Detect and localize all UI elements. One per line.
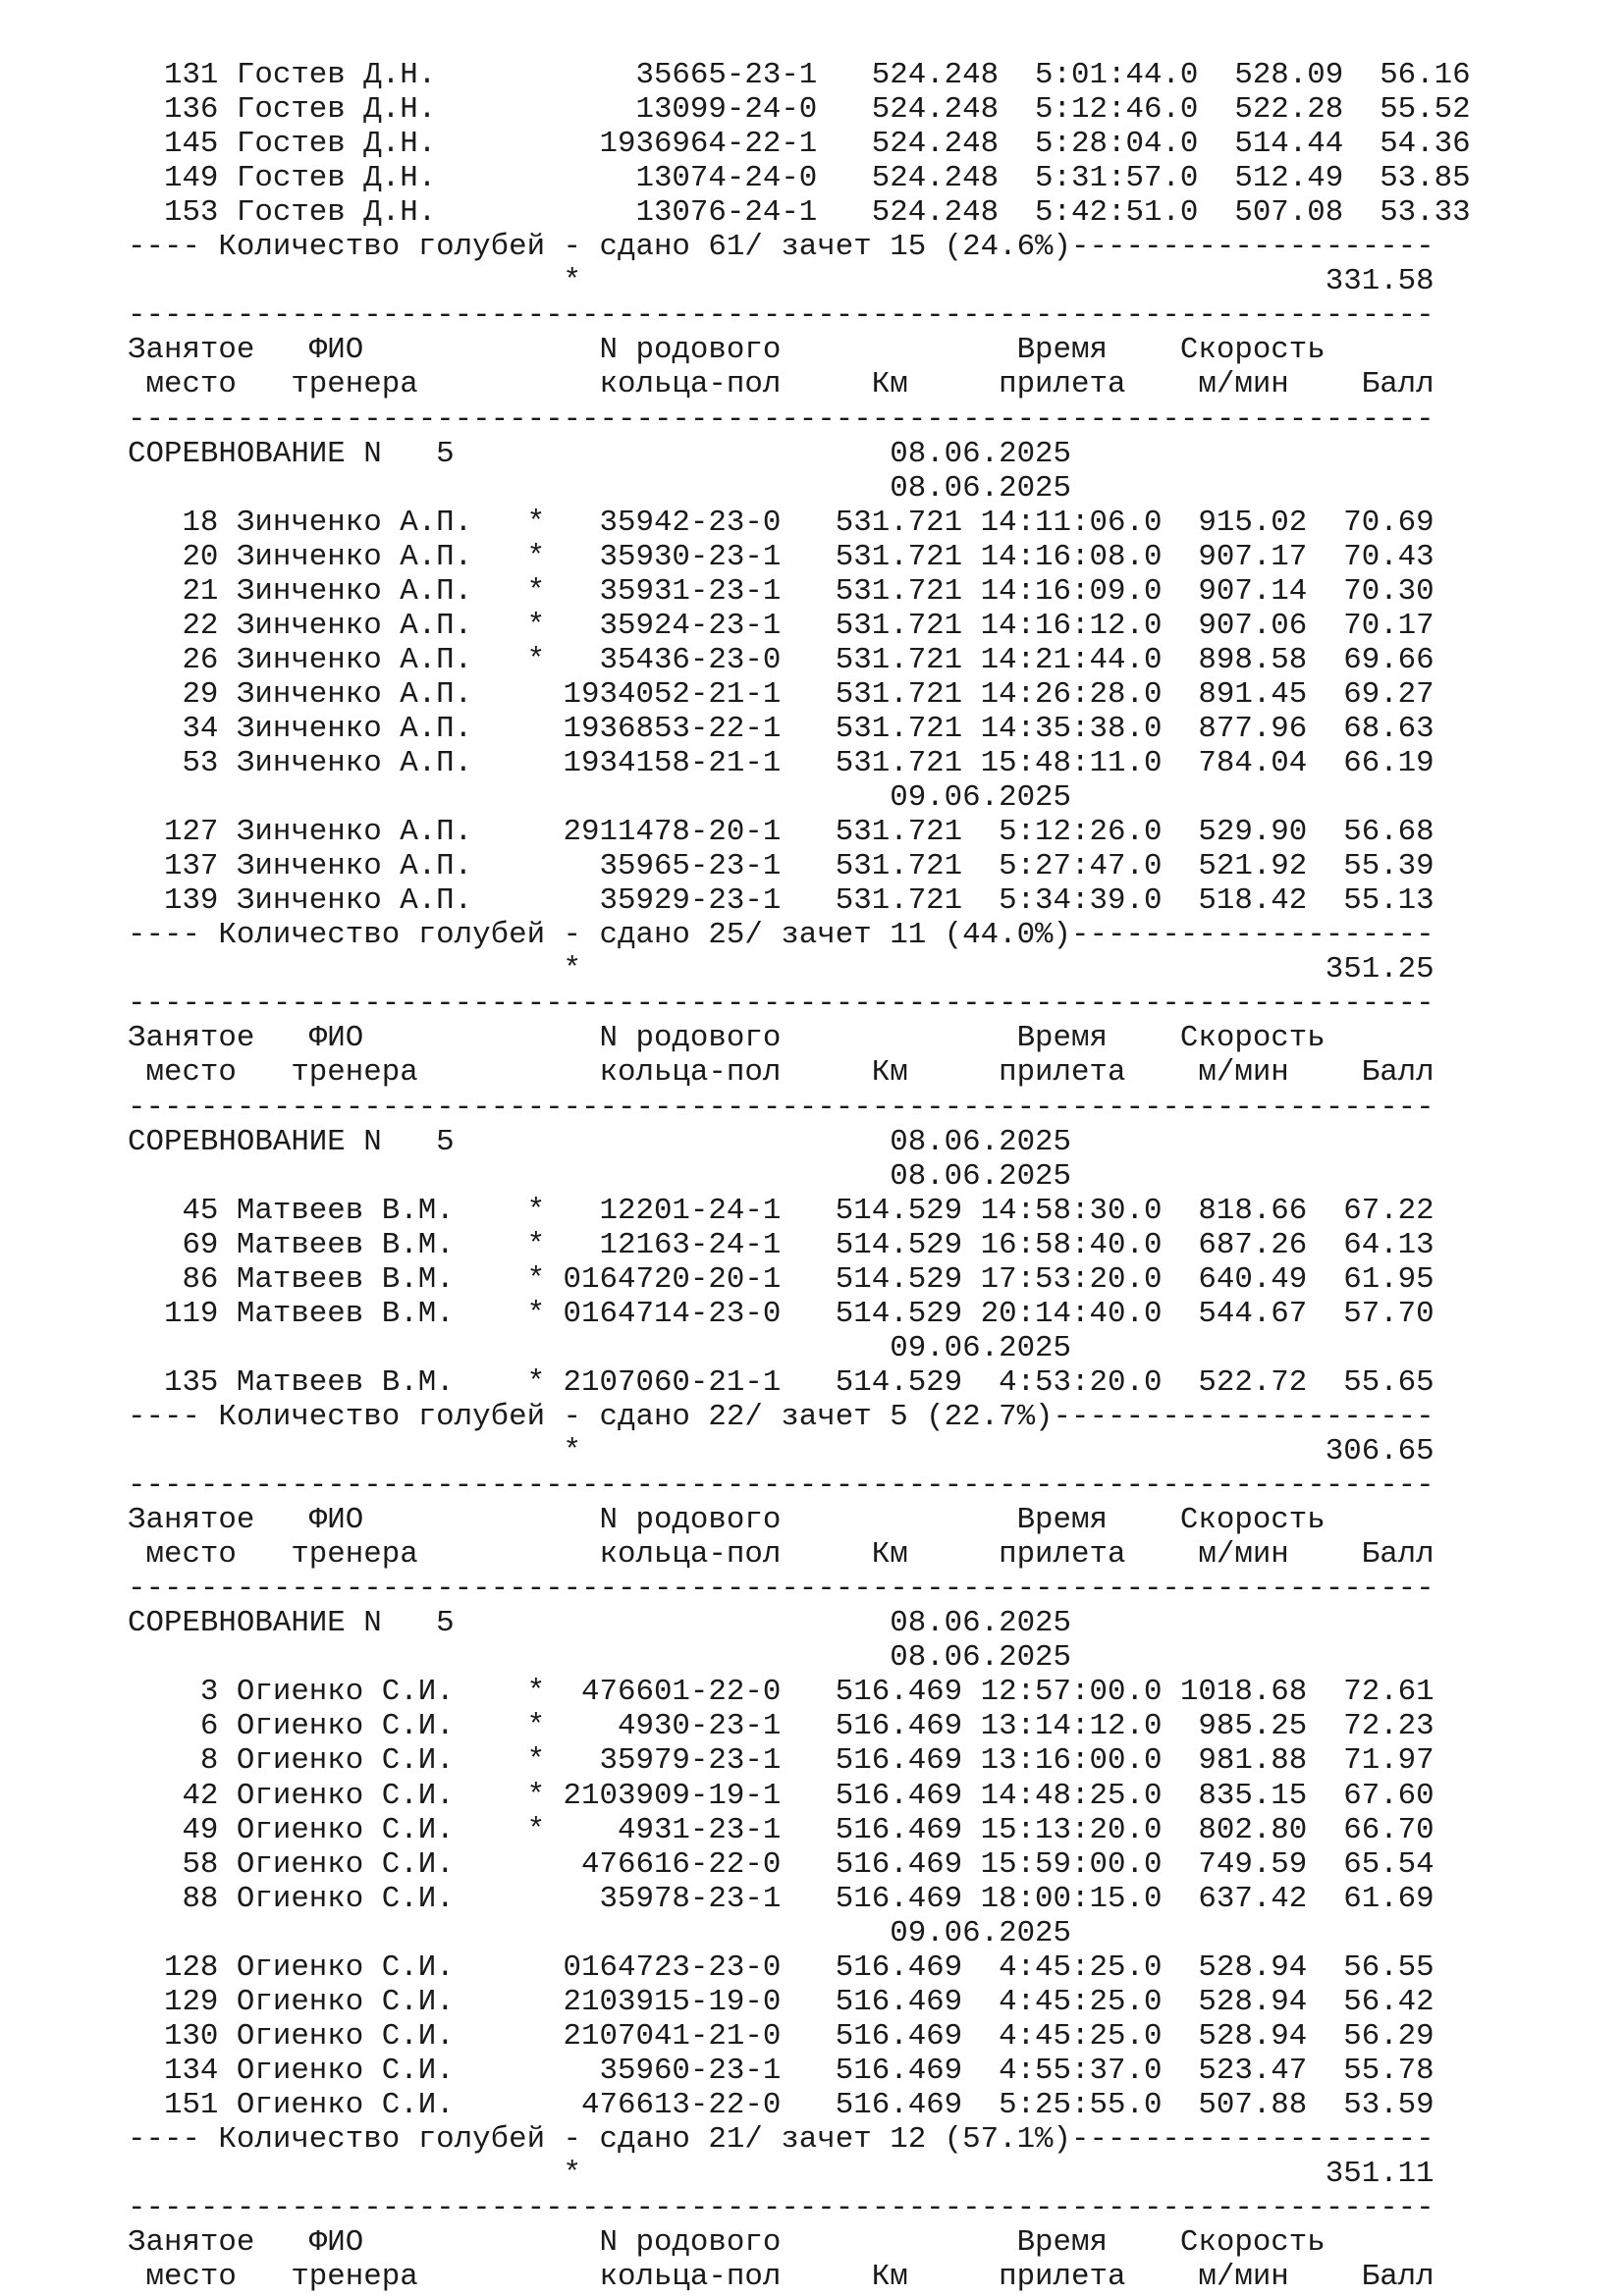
result-row: 86 Матвеев В.М. * 0164720-20-1 514.529 17:53:20.0 640.49 61.95 [128, 1261, 1435, 1297]
result-row: 8 Огиенко С.И. * 35979-23-1 516.469 13:16:00.0 981.88 71.97 [128, 1743, 1435, 1779]
result-row: 130 Огиенко С.И. 2107041-21-0 516.469 4:45:25.0 528.94 56.29 [128, 2018, 1435, 2054]
result-row: 137 Зинченко А.П. 35965-23-1 531.721 5:27:47.0 521.92 55.39 [128, 849, 1435, 884]
separator-line: ------------------------------------------------------------------------ [128, 1090, 1435, 1125]
result-row: 149 Гостев Д.Н. 13074-24-0 524.248 5:31:57.0 512.49 53.85 [128, 161, 1471, 196]
date-line: 09.06.2025 [128, 1915, 1072, 1950]
result-row: 151 Огиенко С.И. 476613-22-0 516.469 5:25:55.0 507.88 53.59 [128, 2087, 1435, 2122]
competition-heading: СОРЕВНОВАНИЕ N 5 08.06.2025 [128, 1124, 1072, 1159]
column-header: место тренера кольца-пол Км прилета м/мин Балл [128, 367, 1435, 402]
total-score-line: * 351.25 [128, 952, 1435, 988]
result-row: 139 Зинченко А.П. 35929-23-1 531.721 5:34:39.0 518.42 55.13 [128, 883, 1435, 919]
result-row: 49 Огиенко С.И. * 4931-23-1 516.469 15:13:20.0 802.80 66.70 [128, 1812, 1435, 1847]
separator-line: ------------------------------------------------------------------------ [128, 1572, 1435, 1607]
result-row: 129 Огиенко С.И. 2103915-19-0 516.469 4:45:25.0 528.94 56.42 [128, 1984, 1435, 2019]
result-row: 69 Матвеев В.М. * 12163-24-1 514.529 16:58:40.0 687.26 64.13 [128, 1227, 1435, 1262]
result-row: 53 Зинченко А.П. 1934158-21-1 531.721 15:48:11.0 784.04 66.19 [128, 746, 1435, 780]
result-row: 29 Зинченко А.П. 1934052-21-1 531.721 14:26:28.0 891.45 69.27 [128, 676, 1435, 712]
summary-line: ---- Количество голубей - сдано 22/ зачет 5 (22.7%)--------------------- [128, 1399, 1435, 1434]
summary-line: ---- Количество голубей - сдано 21/ зачет 12 (57.1%)-------------------- [128, 2122, 1435, 2157]
result-row: 3 Огиенко С.И. * 476601-22-0 516.469 12:57:00.0 1018.68 72.61 [128, 1675, 1435, 1710]
result-row: 127 Зинченко А.П. 2911478-20-1 531.721 5:12:26.0 529.90 56.68 [128, 815, 1435, 850]
result-row: 135 Матвеев В.М. * 2107060-21-1 514.529 4:53:20.0 522.72 55.65 [128, 1364, 1435, 1400]
result-row: 134 Огиенко С.И. 35960-23-1 516.469 4:55:37.0 523.47 55.78 [128, 2053, 1435, 2088]
result-row: 26 Зинченко А.П. * 35436-23-0 531.721 14:21:44.0 898.58 69.66 [128, 642, 1435, 677]
date-line: 08.06.2025 [128, 470, 1072, 506]
summary-line: ---- Количество голубей - сдано 25/ зачет 11 (44.0%)-------------------- [128, 918, 1435, 953]
column-header: Занятое ФИО N родового Время Скорость [128, 2225, 1326, 2261]
separator-line: ------------------------------------------------------------------------ [128, 401, 1435, 437]
result-row: 21 Зинченко А.П. * 35931-23-1 531.721 14:16:09.0 907.14 70.30 [128, 573, 1435, 609]
total-score-line: * 306.65 [128, 1434, 1435, 1468]
total-score-line: * 331.58 [128, 264, 1435, 299]
result-row: 88 Огиенко С.И. 35978-23-1 516.469 18:00:15.0 637.42 61.69 [128, 1881, 1435, 1916]
result-row: 22 Зинченко А.П. * 35924-23-1 531.721 14:16:12.0 907.06 70.17 [128, 608, 1435, 643]
competition-heading: СОРЕВНОВАНИЕ N 5 08.06.2025 [128, 436, 1072, 471]
result-row: 42 Огиенко С.И. * 2103909-19-1 516.469 14:48:25.0 835.15 67.60 [128, 1778, 1435, 1813]
date-line: 09.06.2025 [128, 780, 1072, 816]
column-header: Занятое ФИО N родового Время Скорость [128, 333, 1326, 368]
date-line: 08.06.2025 [128, 1158, 1072, 1194]
date-line: 08.06.2025 [128, 1640, 1072, 1676]
summary-line: ---- Количество голубей - сдано 61/ зачет 15 (24.6%)-------------------- [128, 230, 1435, 265]
result-row: 131 Гостев Д.Н. 35665-23-1 524.248 5:01:44.0 528.09 56.16 [128, 58, 1471, 92]
result-row: 18 Зинченко А.П. * 35942-23-0 531.721 14:11:06.0 915.02 70.69 [128, 505, 1435, 540]
separator-line: ------------------------------------------------------------------------ [128, 987, 1435, 1022]
column-header: место тренера кольца-пол Км прилета м/мин Балл [128, 2260, 1435, 2295]
column-header: место тренера кольца-пол Км прилета м/мин Балл [128, 1055, 1435, 1091]
result-row: 6 Огиенко С.И. * 4930-23-1 516.469 13:14:12.0 985.25 72.23 [128, 1709, 1435, 1744]
date-line: 09.06.2025 [128, 1330, 1072, 1365]
result-row: 45 Матвеев В.М. * 12201-24-1 514.529 14:58:30.0 818.66 67.22 [128, 1193, 1435, 1228]
result-row: 34 Зинченко А.П. 1936853-22-1 531.721 14:35:38.0 877.96 68.63 [128, 711, 1435, 746]
column-header: Занятое ФИО N родового Время Скорость [128, 1503, 1326, 1538]
result-row: 20 Зинченко А.П. * 35930-23-1 531.721 14:16:08.0 907.17 70.43 [128, 539, 1435, 574]
result-row: 136 Гостев Д.Н. 13099-24-0 524.248 5:12:46.0 522.28 55.52 [128, 92, 1471, 128]
separator-line: ------------------------------------------------------------------------ [128, 298, 1435, 334]
total-score-line: * 351.11 [128, 2157, 1435, 2192]
separator-line: ------------------------------------------------------------------------ [128, 1468, 1435, 1504]
result-row: 119 Матвеев В.М. * 0164714-23-0 514.529 20:14:40.0 544.67 57.70 [128, 1296, 1435, 1331]
column-header: место тренера кольца-пол Км прилета м/мин Балл [128, 1537, 1435, 1573]
separator-line: ------------------------------------------------------------------------ [128, 2191, 1435, 2226]
result-row: 145 Гостев Д.Н. 1936964-22-1 524.248 5:28:04.0 514.44 54.36 [128, 127, 1471, 162]
competition-heading: СОРЕВНОВАНИЕ N 5 08.06.2025 [128, 1606, 1072, 1641]
column-header: Занятое ФИО N родового Время Скорость [128, 1021, 1326, 1056]
result-row: 128 Огиенко С.И. 0164723-23-0 516.469 4:45:25.0 528.94 56.55 [128, 1949, 1435, 1985]
result-row: 58 Огиенко С.И. 476616-22-0 516.469 15:59:00.0 749.59 65.54 [128, 1846, 1435, 1882]
result-row: 153 Гостев Д.Н. 13076-24-1 524.248 5:42:51.0 507.08 53.33 [128, 195, 1471, 231]
